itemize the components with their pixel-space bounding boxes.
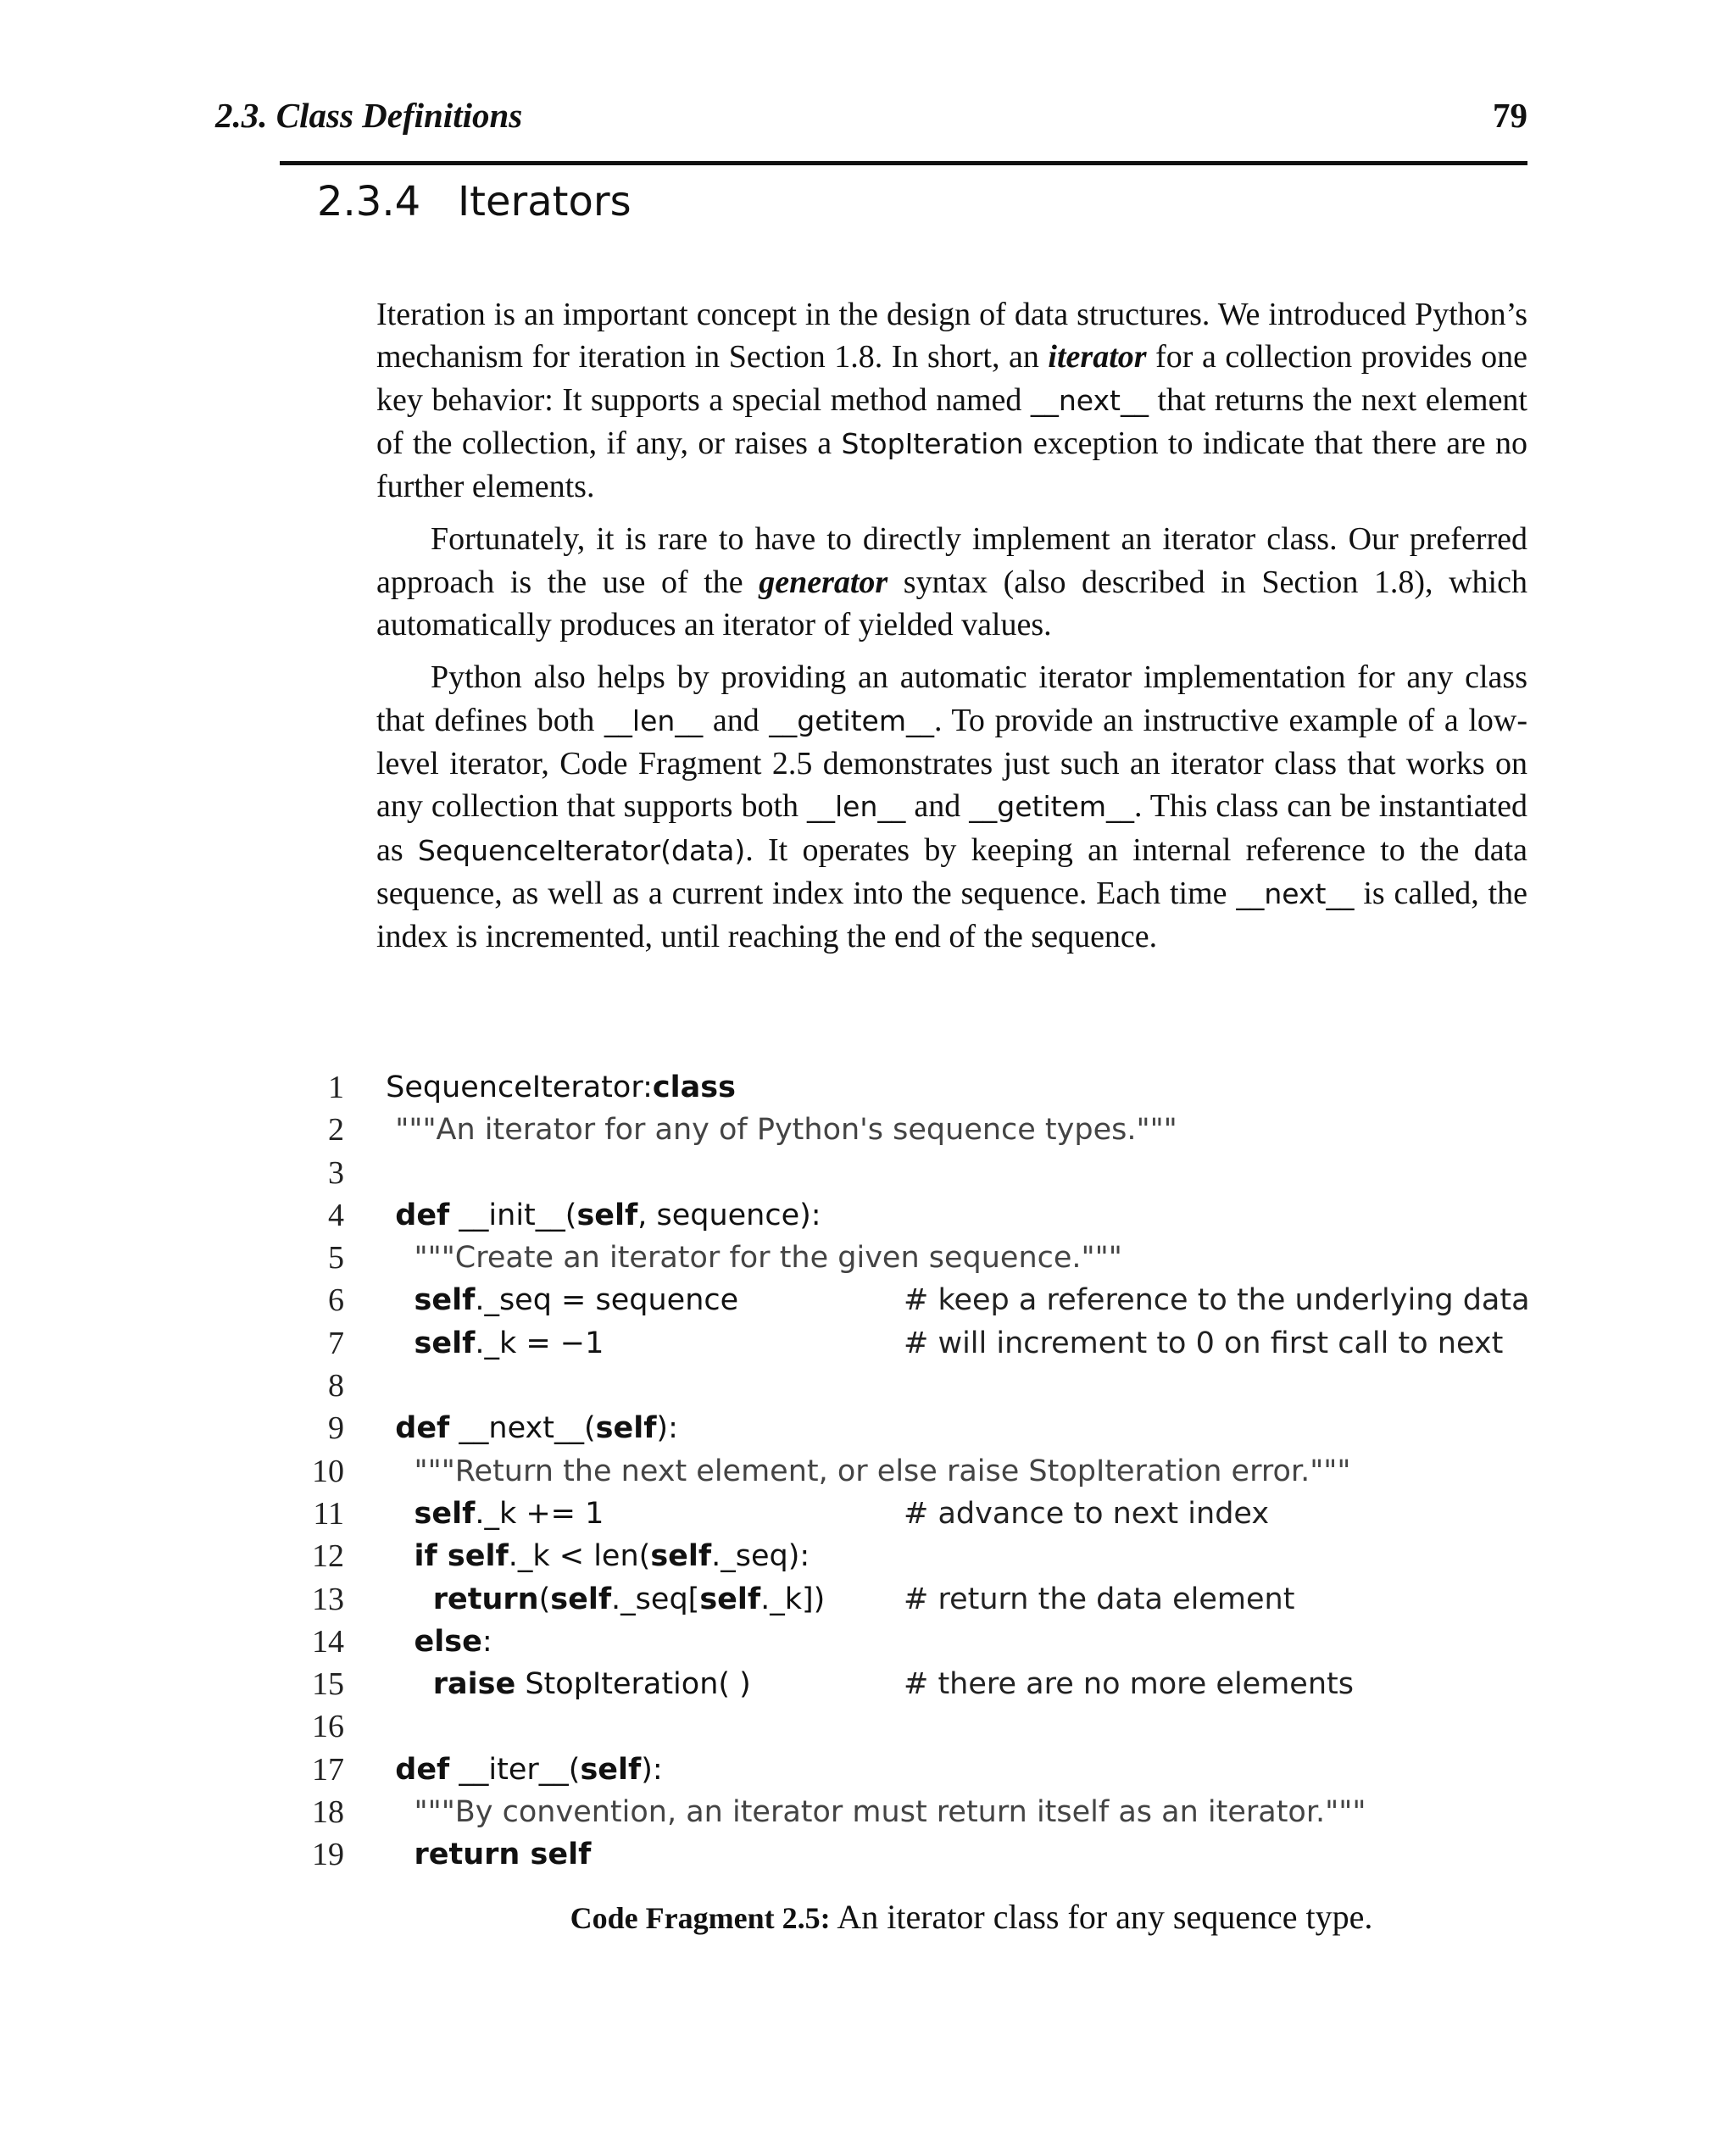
text-run: exception to indicate that there are no further elements.: [376, 425, 1528, 505]
code-text: ._seq = sequence: [475, 1283, 739, 1318]
code-line: [305, 1791, 1543, 1833]
code-text: :: [481, 1624, 492, 1659]
code-text: [376, 1198, 395, 1232]
line-number: 12: [312, 1538, 344, 1575]
code-text: ):: [656, 1411, 678, 1446]
line-number: 16: [312, 1709, 344, 1745]
code-text: [376, 1838, 415, 1871]
code-source: [376, 1450, 1351, 1493]
inline-code: SequenceIterator(data): [417, 833, 746, 867]
code-keyword: def: [395, 1198, 450, 1232]
paragraph-3: [376, 656, 1527, 958]
inline-code: __getitem__: [769, 703, 935, 737]
code-line: [305, 1663, 1543, 1705]
code-line: [305, 1535, 1543, 1577]
line-number: 5: [328, 1240, 344, 1276]
line-number: 10: [312, 1453, 344, 1489]
code-keyword: self: [595, 1411, 657, 1446]
running-header: [215, 95, 1527, 146]
code-line: [305, 1407, 1543, 1449]
code-line: [305, 1621, 1543, 1663]
line-number: 4: [328, 1197, 344, 1233]
text-run: for a collection provides one key behavior: It supports a special method named: [376, 339, 1527, 418]
code-text: __next__(: [449, 1411, 596, 1446]
code-keyword: class: [652, 1070, 736, 1104]
text-run: . To provide an instructive example of a low-level iterator, Code Fragment 2.5 demonstrates just such an iterator class that works on any collection that supports both: [376, 702, 1527, 825]
text-run: . It operates by keeping an internal reference to the data sequence, as well as a current index into the sequence. Each time: [376, 831, 1527, 911]
code-text: ._seq[: [611, 1582, 700, 1616]
code-line: [305, 1493, 1543, 1535]
line-number: 7: [328, 1325, 344, 1361]
code-line: [305, 1152, 1543, 1194]
code-keyword: self: [580, 1752, 642, 1787]
code-line: [305, 1279, 1543, 1321]
code-source: [376, 1535, 810, 1577]
code-text: [376, 1539, 415, 1573]
line-number: 1: [328, 1070, 344, 1105]
inline-code: __len__: [604, 703, 704, 737]
inline-code: __getitem__: [969, 790, 1134, 824]
text-run: syntax (also described in Section 1.8), which automatically produces an iterator of yielded values.: [376, 564, 1527, 643]
code-line: [305, 1705, 1543, 1748]
code-keyword: self: [550, 1582, 612, 1616]
code-line: [305, 1194, 1543, 1237]
code-text: [376, 1497, 415, 1531]
line-number: 3: [328, 1154, 344, 1191]
code-line: [305, 1749, 1543, 1791]
code-comment: # keep a reference to the underlying data: [904, 1283, 1530, 1318]
code-text: [376, 1667, 433, 1701]
text-run: . This class can be instantiated as: [376, 788, 1527, 868]
page-number: 79: [1493, 96, 1527, 135]
code-line: [305, 1365, 1543, 1407]
code-text: ._k < len(: [508, 1539, 651, 1574]
text-run: Fortunately, it is rare to have to directly implement an iterator class. Our preferred approach is the use of the: [376, 521, 1527, 600]
code-keyword: if self: [414, 1539, 509, 1574]
line-number: 9: [328, 1410, 344, 1447]
text-run: and: [703, 702, 770, 738]
section-number: 2.3.4: [317, 178, 421, 225]
code-source: [376, 1621, 492, 1663]
code-source: [376, 1578, 825, 1621]
code-text: ):: [641, 1752, 663, 1787]
code-text: ._seq):: [711, 1539, 810, 1574]
code-docstring: """An iterator for any of Python's sequence types.""": [376, 1113, 1177, 1148]
code-source: [376, 1066, 736, 1109]
code-keyword: self: [414, 1326, 476, 1360]
code-comment: # return the data element: [904, 1582, 1295, 1616]
code-text: __init__(: [449, 1198, 577, 1232]
code-text: SequenceIterator:: [376, 1070, 653, 1104]
code-source: [376, 1322, 604, 1365]
code-source: [376, 1279, 738, 1321]
inline-code: __next__: [1236, 876, 1355, 910]
term-iterator: iterator: [1048, 339, 1147, 375]
code-text: [376, 1753, 395, 1787]
code-line: [305, 1066, 1543, 1109]
line-number: 13: [312, 1581, 344, 1617]
code-text: [376, 1283, 415, 1317]
body-text: [376, 293, 1527, 968]
line-number: 2: [328, 1112, 344, 1148]
section-title: Iterators: [458, 178, 632, 225]
text-run: Python also helps by providing an automatic iterator implementation for any class that defines both: [376, 659, 1527, 738]
code-comment: # advance to next index: [904, 1496, 1270, 1531]
caption-label: Code Fragment 2.5:: [570, 1901, 831, 1935]
code-line: [305, 1322, 1543, 1365]
code-line: [305, 1578, 1543, 1621]
code-line: [305, 1109, 1543, 1151]
code-text: ._k]): [760, 1582, 826, 1616]
code-keyword: return self: [414, 1838, 592, 1872]
inline-code: __next__: [1030, 383, 1149, 417]
code-line: [305, 1237, 1543, 1279]
line-number: 17: [312, 1751, 344, 1788]
text-run: is called, the index is incremented, until reaching the end of the sequence.: [376, 875, 1528, 955]
line-number: 11: [313, 1495, 344, 1532]
code-docstring: """By convention, an iterator must return itself as an iterator.""": [376, 1795, 1366, 1830]
code-keyword: def: [395, 1411, 450, 1446]
term-generator: generator: [759, 564, 888, 600]
code-keyword: raise: [432, 1667, 516, 1702]
code-keyword: def: [395, 1752, 450, 1787]
code-text: [376, 1326, 415, 1360]
text-run: that returns the next element of the collection, if any, or raises a: [376, 381, 1527, 461]
code-text: (: [538, 1582, 551, 1616]
code-source: [376, 1194, 821, 1237]
line-number: 15: [312, 1666, 344, 1703]
line-number: 8: [328, 1368, 344, 1404]
code-text: ._k = −1: [475, 1326, 604, 1360]
line-number: 19: [312, 1837, 344, 1873]
inline-code: StopIteration: [841, 426, 1024, 460]
code-keyword: else: [414, 1624, 482, 1659]
line-number: 14: [312, 1623, 344, 1660]
code-source: [376, 1407, 678, 1449]
line-number: 18: [312, 1794, 344, 1831]
code-comment: # will increment to 0 on first call to next: [904, 1326, 1504, 1360]
running-header-section: 2.3. Class Definitions: [215, 96, 523, 135]
section-heading: [317, 178, 632, 225]
code-caption: [0, 1897, 1736, 1937]
code-text: , sequence):: [637, 1198, 821, 1232]
paragraph-2: [376, 518, 1527, 646]
code-source: [376, 1109, 1177, 1151]
code-text: [376, 1411, 395, 1445]
code-keyword: self: [414, 1496, 476, 1531]
code-listing: [305, 1066, 1543, 1877]
code-keyword: self: [576, 1198, 638, 1232]
code-text: [376, 1625, 415, 1659]
code-source: [376, 1749, 663, 1791]
code-source: [376, 1237, 1122, 1279]
code-source: [376, 1791, 1366, 1833]
code-text: StopIteration( ): [515, 1667, 751, 1702]
code-docstring: """Return the next element, or else raise StopIteration error.""": [376, 1454, 1351, 1488]
code-keyword: self: [414, 1283, 476, 1318]
caption-text: An iterator class for any sequence type.: [830, 1898, 1373, 1936]
code-keyword: return: [432, 1582, 539, 1616]
code-text: ._k += 1: [475, 1496, 604, 1531]
code-source: [376, 1663, 751, 1705]
code-line: [305, 1833, 1543, 1876]
code-line: [305, 1450, 1543, 1493]
code-source: [376, 1833, 591, 1876]
text-run: Iteration is an important concept in the design of data structures. We introduced Python’s mechanism for iteration in Section 1.8. In short, an: [376, 297, 1527, 375]
line-number: 6: [328, 1282, 344, 1319]
inline-code: __len__: [807, 790, 906, 824]
code-source: [376, 1493, 604, 1535]
text-run: and: [905, 788, 970, 825]
code-keyword: self: [650, 1539, 712, 1574]
code-text: __iter__(: [449, 1752, 581, 1787]
code-text: [376, 1582, 433, 1616]
code-docstring: """Create an iterator for the given sequence.""": [376, 1241, 1122, 1276]
paragraph-1: [376, 293, 1527, 508]
code-comment: # there are no more elements: [904, 1667, 1354, 1702]
code-keyword: self: [699, 1582, 761, 1616]
header-rule: [280, 161, 1527, 165]
